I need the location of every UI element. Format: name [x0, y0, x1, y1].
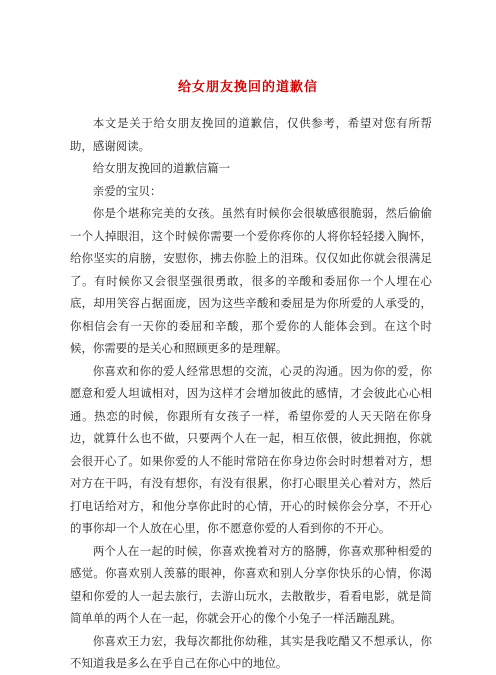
body-paragraph: 你喜欢和你的爱人经常思想的交流，心灵的沟通。因为你的爱，你愿意和爱人坦诚相对，因为这样才会增加彼此的感情，才会彼此心心相通。热恋的时候，你跟所有女孩子一样，希望你爱的人天天陪在你身边，就算什么也不做，只要两个人在一起，相互依偎，彼此拥抱，你就会很开心了。如果你爱的人不能时常陪在你身边你会时时想着对方，想对方在干吗，有没有想你，有没有很累，你打心眼里关心着对方，然后打电话给对方，和他分享你此时的心情，开心的时候你会分享，不开心的事你却一个人放在心里，你不愿意你爱的人看到你的不开心。: [70, 363, 432, 535]
salutation: 亲爱的宝贝：: [92, 183, 162, 198]
body-paragraph: 两个人在一起的时候，你喜欢挽着对方的胳膊，你喜欢那种相爱的感觉。你喜欢别人羡慕的眼神，你喜欢和别人分享你快乐的心情，你渴望和你爱的人一起去旅行，去游山玩水，去散散步，看看电影，就是简简单单的两个人在一起，你就会开心的像个小兔子一样活蹦乱跳。: [70, 543, 432, 625]
body-paragraph: 你喜欢王力宏，我每次都批你幼稚，其实是我吃醋又不想承认，你不知道我是多么在乎自己在你心中的地位。: [70, 633, 432, 670]
body-paragraph: 你是个堪称完美的女孩。虽然有时候你会很敏感很脆弱，然后偷偷一个人掉眼泪，这个时候你需要一个爱你疼你的人将你轻轻搂入胸怀，给你坚实的肩膀，安慰你，拂去你脸上的泪珠。仅仅如此你就会很满足了。有时候你又会很坚强很勇敢，很多的辛酸和委屈你一个人埋在心底，却用笑容占据面庞，因为这些辛酸和委屈是为你所爱的人承受的，你相信会有一天你的委屈和辛酸，那个爱你的人能体会到。在这个时候，你需要的是关心和照顾更多的是理解。: [70, 206, 432, 355]
section-heading: 给女朋友挽回的道歉信篇一: [92, 161, 231, 175]
intro-paragraph: 本文是关于给女朋友挽回的道歉信，仅供参考，希望对您有所帮助，感谢阅读。: [70, 116, 432, 153]
document-body: [70, 112, 432, 675]
document-title: 给女朋友挽回的道歉信: [177, 80, 318, 95]
